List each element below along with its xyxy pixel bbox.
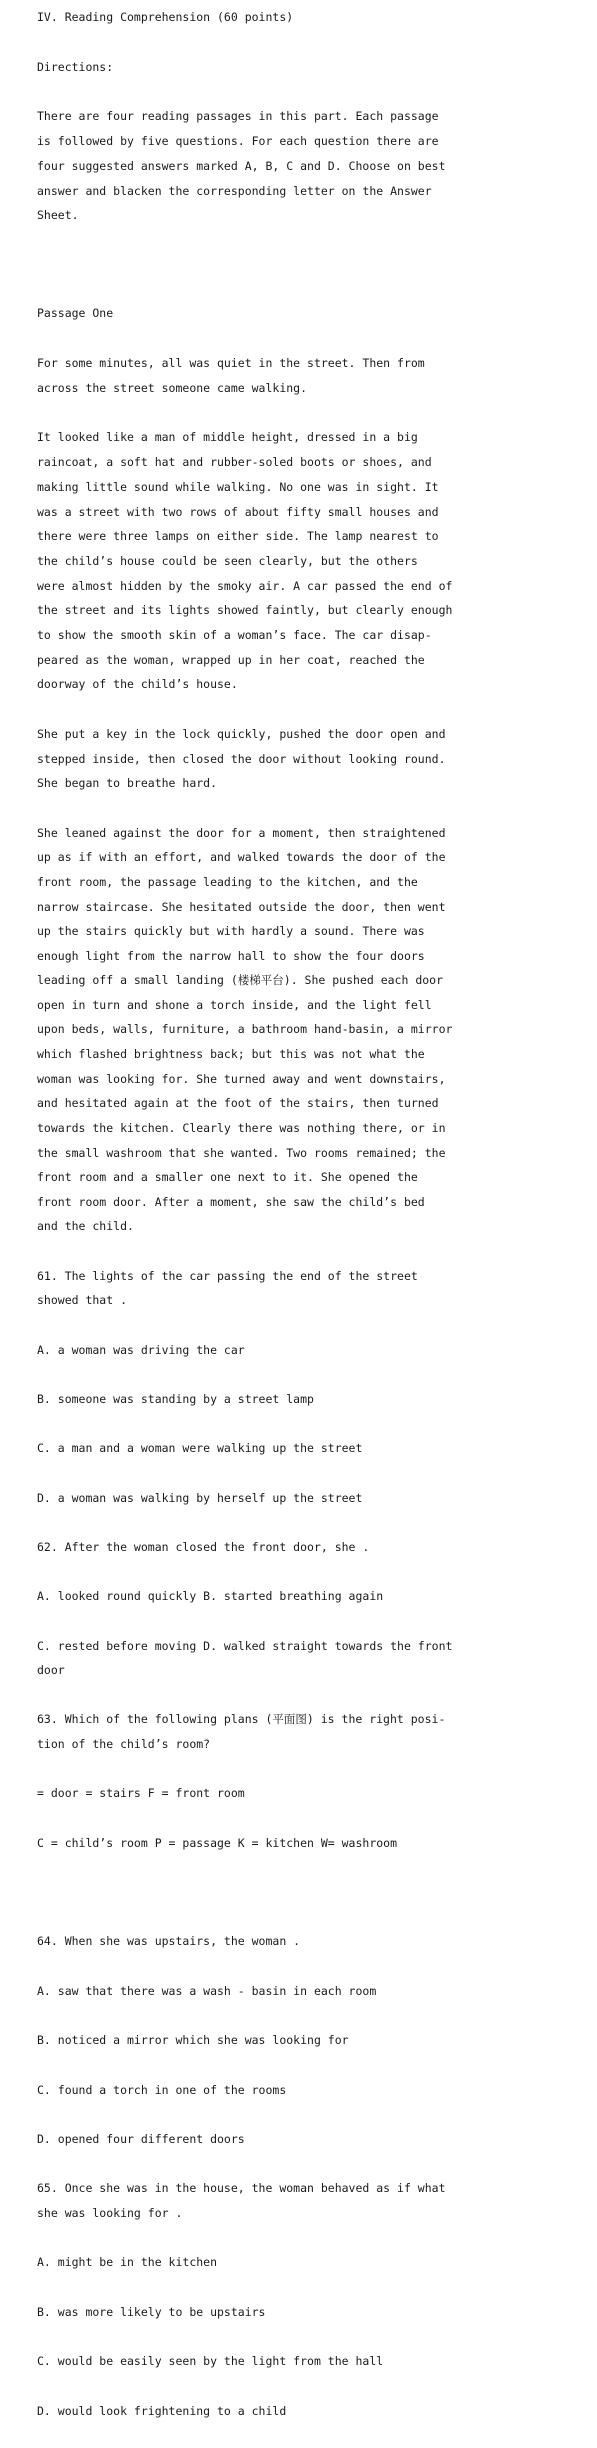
answer-option: D. opened four different doors [37, 2132, 245, 2146]
paragraph-line: She put a key in the lock quickly, pushed the door open and [37, 727, 446, 741]
paragraph-line: woman was looking for. She turned away and went downstairs, [37, 1072, 446, 1086]
question-stem: tion of the child’s room? [37, 1737, 211, 1751]
question-stem: 62. After the woman closed the front door, she . [37, 1540, 370, 1554]
paragraph-line: stepped inside, then closed the door without looking round. [37, 752, 446, 766]
paragraph-line: and hesitated again at the foot of the stairs, then turned [37, 1096, 439, 1110]
paragraph-line: there were three lamps on either side. The lamp nearest to [37, 529, 439, 543]
directions-line: four suggested answers marked A, B, C and D. Choose on best [37, 159, 446, 173]
question-stem: 63. Which of the following plans (平面图) is the right posi- [37, 1712, 446, 1726]
paragraph-line: She began to breathe hard. [37, 776, 218, 790]
paragraph-line: leading off a small landing (楼梯平台). She pushed each door [37, 973, 444, 987]
paragraph-line: across the street someone came walking. [37, 381, 308, 395]
answer-option: C. found a torch in one of the rooms [37, 2083, 287, 2097]
answer-option: A. a woman was driving the car [37, 1343, 245, 1357]
answer-option: A. looked round quickly B. started breathing again [37, 1589, 384, 1603]
paragraph-line: which flashed brightness back; but this was not what the [37, 1047, 425, 1061]
paragraph-line: front room, the passage leading to the kitchen, and the [37, 875, 418, 889]
answer-option: C. rested before moving D. walked straight towards the front [37, 1639, 453, 1653]
paragraph-line: upon beds, walls, furniture, a bathroom hand-basin, a mirror [37, 1022, 453, 1036]
paragraph-line: the child’s house could be seen clearly, but the others [37, 554, 418, 568]
paragraph-line: up the stairs quickly but with hardly a sound. There was [37, 924, 425, 938]
paragraph-line: doorway of the child’s house. [37, 677, 238, 691]
question-stem: 61. The lights of the car passing the end of the street [37, 1269, 418, 1283]
answer-option: B. was more likely to be upstairs [37, 2305, 266, 2319]
paragraph-line: front room door. After a moment, she saw the child’s bed [37, 1195, 425, 1209]
passage-title: Passage One [37, 306, 114, 320]
question-stem: showed that . [37, 1293, 128, 1307]
directions-line: is followed by five questions. For each question there are [37, 134, 439, 148]
paragraph-line: the street and its lights showed faintly, but clearly enough [37, 603, 453, 617]
paragraph-line: to show the smooth skin of a woman’s face. The car disap- [37, 628, 432, 642]
section-title: IV. Reading Comprehension (60 points) [37, 10, 294, 24]
paragraph-line: It looked like a man of middle height, dressed in a big [37, 430, 418, 444]
paragraph-line: towards the kitchen. Clearly there was nothing there, or in [37, 1121, 446, 1135]
answer-option: C. a man and a woman were walking up the street [37, 1441, 363, 1455]
paragraph-line: were almost hidden by the smoky air. A car passed the end of [37, 579, 453, 593]
plan-legend: C = child’s room P = passage K = kitchen W= washroom [37, 1836, 398, 1850]
answer-option: A. might be in the kitchen [37, 2255, 218, 2269]
question-stem: 64. When she was upstairs, the woman . [37, 1934, 301, 1948]
paragraph-line: and the child. [37, 1219, 134, 1233]
directions-line: Sheet. [37, 208, 79, 222]
paragraph-line: making little sound while walking. No one was in sight. It [37, 480, 439, 494]
paragraph-line: peared as the woman, wrapped up in her coat, reached the [37, 653, 425, 667]
directions-line: There are four reading passages in this part. Each passage [37, 109, 439, 123]
paragraph-line: the small washroom that she wanted. Two rooms remained; the [37, 1146, 446, 1160]
directions-label: Directions: [37, 60, 114, 74]
question-stem: 65. Once she was in the house, the woman behaved as if what [37, 2181, 446, 2195]
answer-option: A. saw that there was a wash - basin in each room [37, 1984, 377, 1998]
answer-option: C. would be easily seen by the light from the hall [37, 2354, 384, 2368]
paragraph-line: was a street with two rows of about fifty small houses and [37, 505, 439, 519]
answer-option: D. a woman was walking by herself up the street [37, 1491, 363, 1505]
directions-line: answer and blacken the corresponding letter on the Answer [37, 184, 432, 198]
answer-option: D. would look frightening to a child [37, 2404, 287, 2418]
answer-option: door [37, 1663, 65, 1677]
paragraph-line: For some minutes, all was quiet in the street. Then from [37, 356, 425, 370]
answer-option: B. someone was standing by a street lamp [37, 1392, 314, 1406]
paragraph-line: up as if with an effort, and walked towards the door of the [37, 850, 446, 864]
paragraph-line: narrow staircase. She hesitated outside the door, then went [37, 900, 446, 914]
plan-legend: = door = stairs F = front room [37, 1786, 245, 1800]
paragraph-line: She leaned against the door for a moment, then straightened [37, 826, 446, 840]
answer-option: B. noticed a mirror which she was looking for [37, 2033, 349, 2047]
paragraph-line: enough light from the narrow hall to show the four doors [37, 949, 425, 963]
paragraph-line: raincoat, a soft hat and rubber-soled boots or shoes, and [37, 455, 432, 469]
question-stem: she was looking for . [37, 2206, 183, 2220]
paragraph-line: open in turn and shone a torch inside, and the light fell [37, 998, 432, 1012]
paragraph-line: front room and a smaller one next to it. She opened the [37, 1170, 418, 1184]
